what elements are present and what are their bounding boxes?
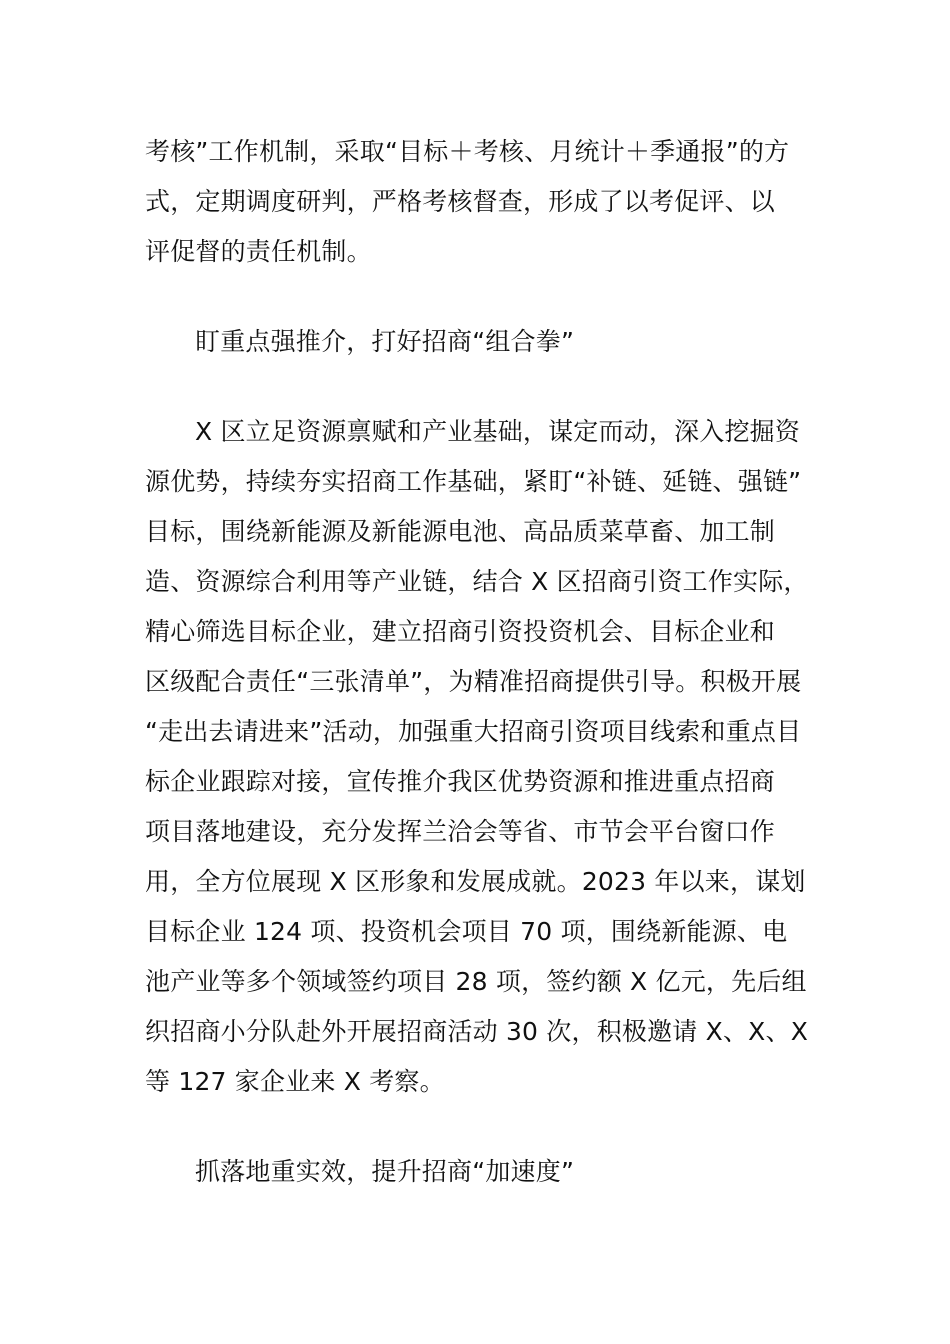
text-line: 源优势，持续夯实招商工作基础，紧盯“补链、延链、强链”	[145, 467, 802, 496]
text-line: 项目落地建设，充分发挥兰洽会等省、市节会平台窗口作	[145, 817, 776, 846]
text-line: 评促督的责任机制。	[145, 237, 372, 266]
text-line: “走出去请进来”活动，加强重大招商引资项目线索和重点目	[145, 717, 802, 746]
text-line: 等 127 家企业来 X 考察。	[145, 1067, 445, 1096]
paragraph-gap	[145, 367, 810, 407]
document-page	[145, 127, 810, 1197]
section-heading-implementation	[145, 1147, 810, 1197]
paragraph-investment-promotion	[145, 407, 810, 1107]
text-line: 标企业跟踪对接，宣传推介我区优势资源和推进重点招商	[145, 767, 776, 796]
section-heading-promotion	[145, 317, 810, 367]
text-line: 用，全方位展现 X 区形象和发展成就。2023 年以来，谋划	[145, 867, 806, 896]
text-line: 池产业等多个领域签约项目 28 项，签约额 X 亿元，先后组	[145, 967, 807, 996]
heading-text: 抓落地重实效，提升招商“加速度”	[195, 1157, 575, 1186]
text-line: 区级配合责任“三张清单”，为精准招商提供引导。积极开展	[145, 667, 802, 696]
text-line: 考核”工作机制，采取“目标＋考核、月统计＋季通报”的方	[145, 137, 790, 166]
paragraph-gap	[145, 1107, 810, 1147]
paragraph-gap	[145, 277, 810, 317]
text-line: X 区立足资源禀赋和产业基础，谋定而动，深入挖掘资	[195, 417, 801, 446]
text-line: 织招商小分队赴外开展招商活动 30 次，积极邀请 X、X、X	[145, 1017, 809, 1046]
text-line: 式，定期调度研判，严格考核督查，形成了以考促评、以	[145, 187, 776, 216]
paragraph-responsibility-mechanism	[145, 127, 810, 277]
text-line: 目标企业 124 项、投资机会项目 70 项，围绕新能源、电	[145, 917, 788, 946]
text-line: 精心筛选目标企业，建立招商引资投资机会、目标企业和	[145, 617, 776, 646]
text-line: 造、资源综合利用等产业链，结合 X 区招商引资工作实际，	[145, 567, 809, 596]
heading-text: 盯重点强推介，打好招商“组合拳”	[195, 327, 575, 356]
text-line: 目标，围绕新能源及新能源电池、高品质菜草畜、加工制	[145, 517, 776, 546]
